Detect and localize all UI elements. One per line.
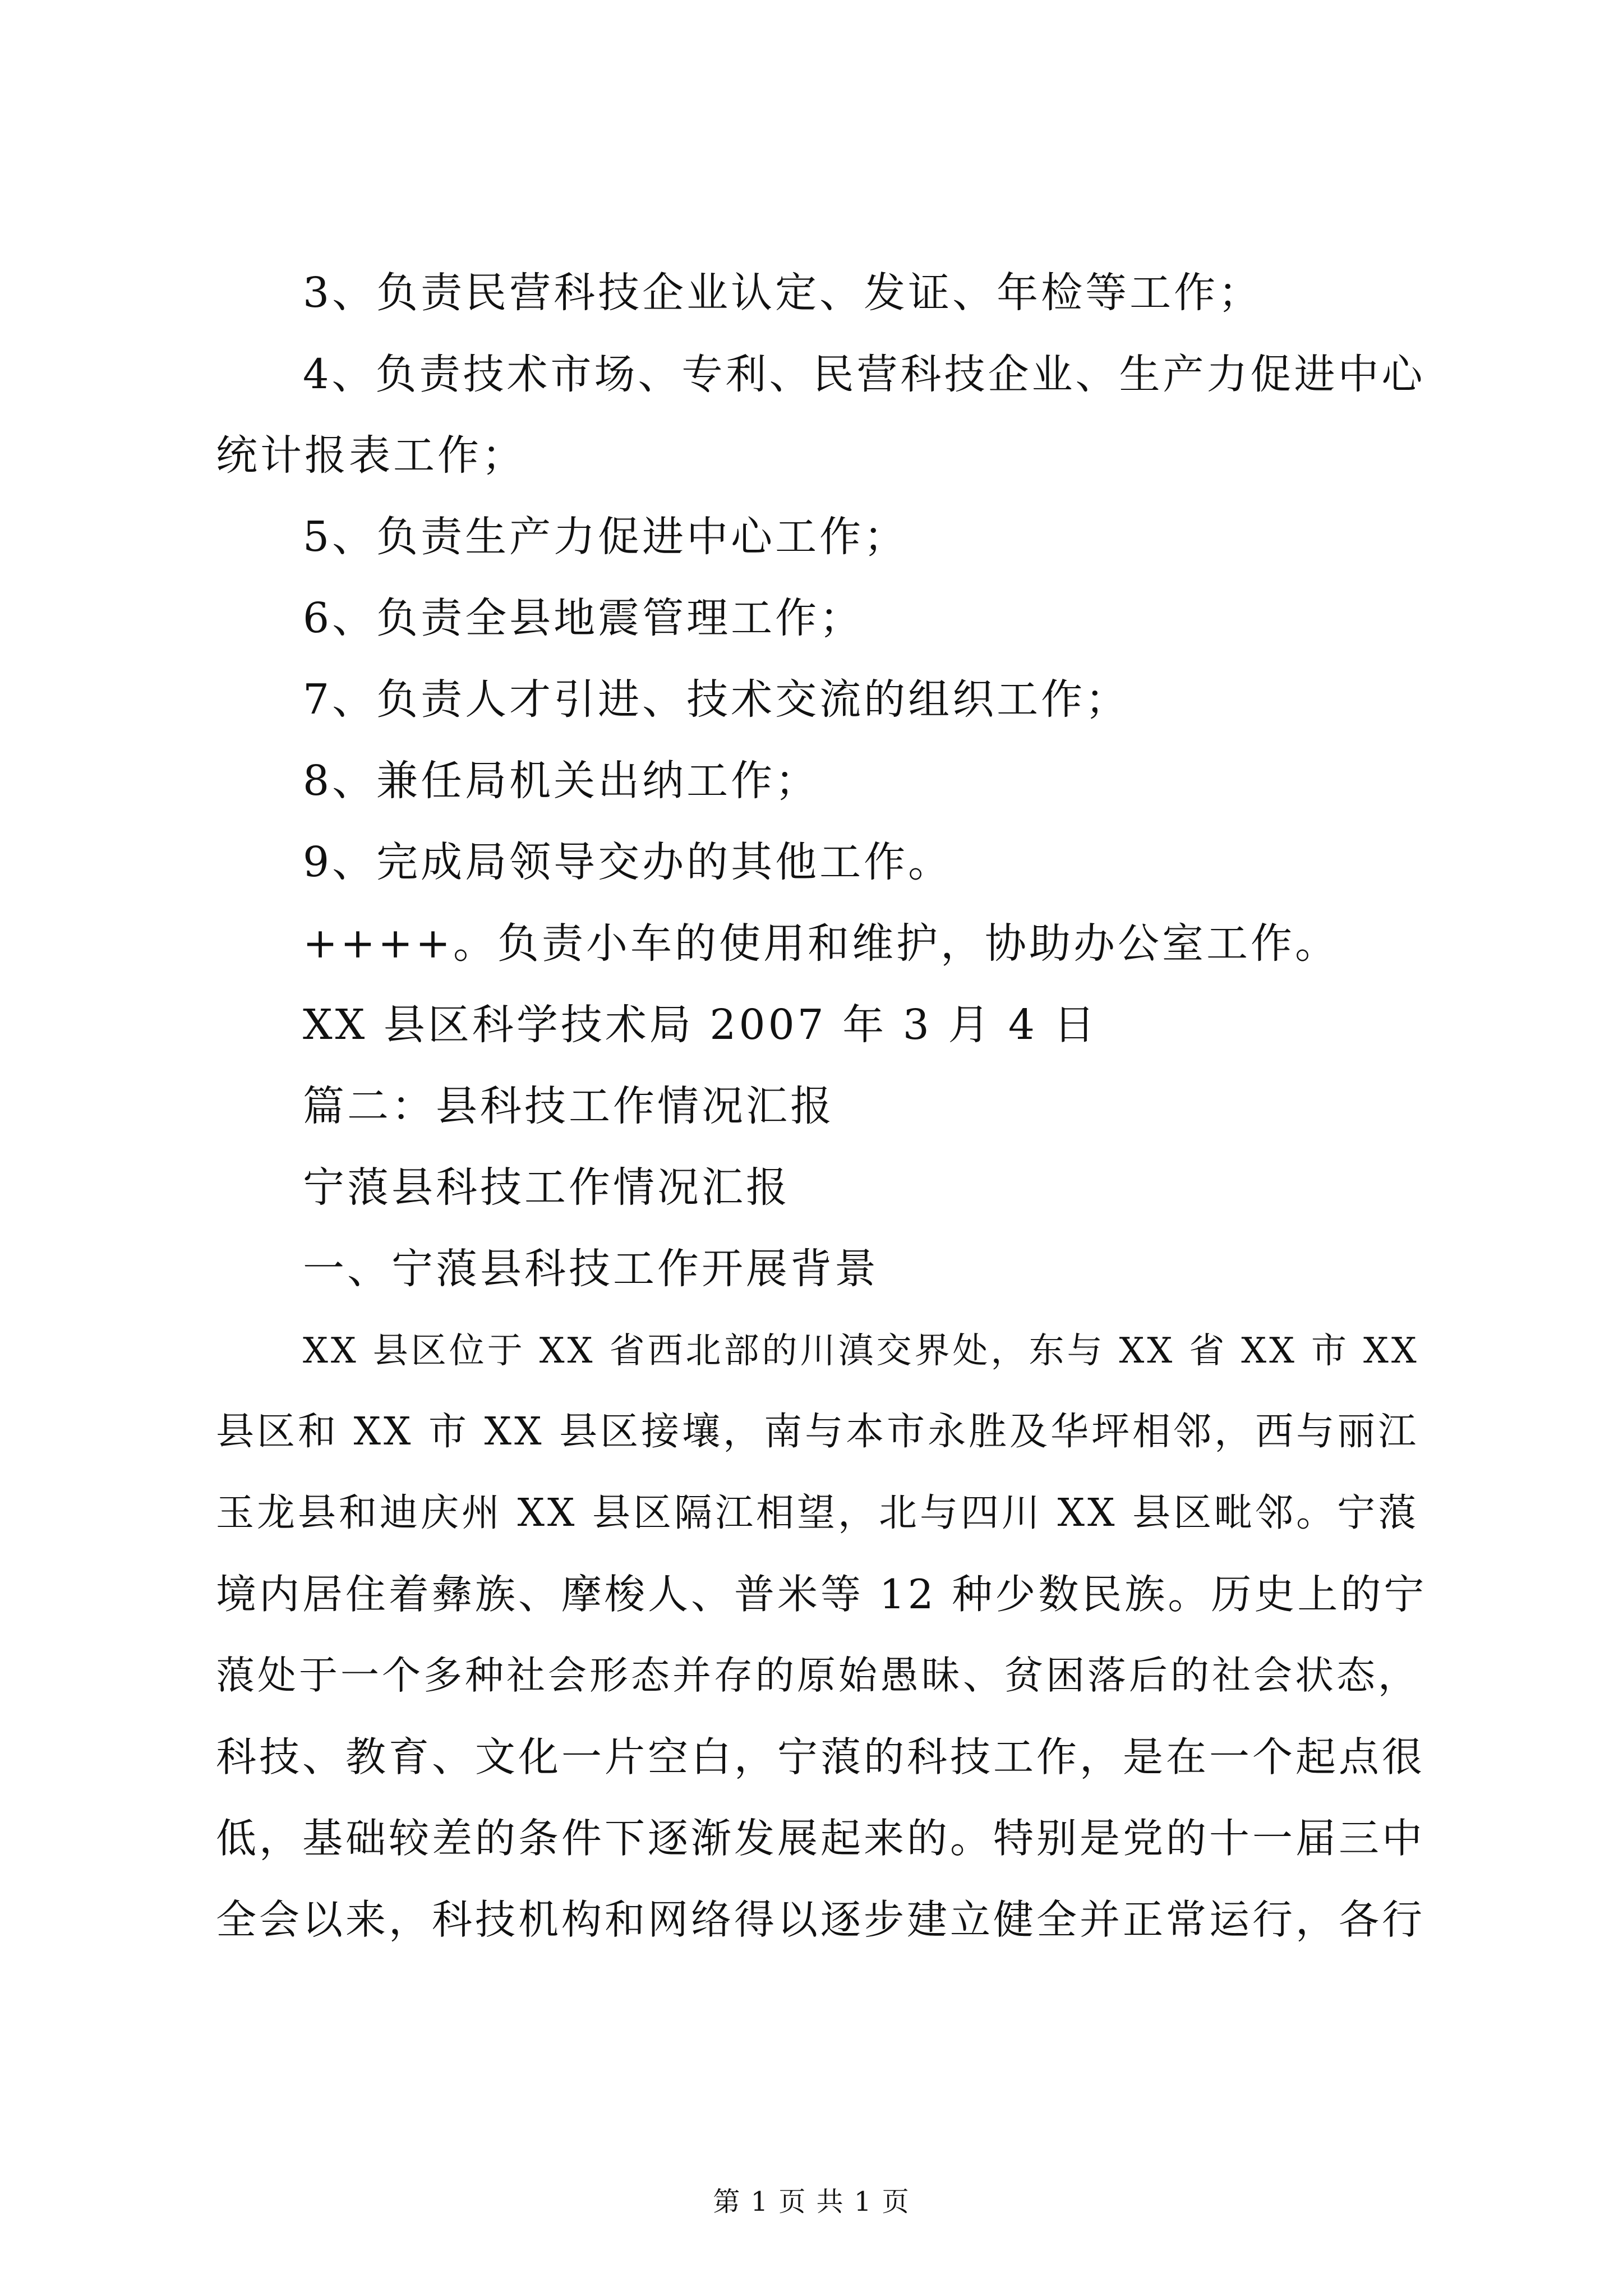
body-line-14: XX 县区位于 XX 省西北部的川滇交界处，东与 XX 省 XX 市 XX bbox=[303, 1330, 1419, 1371]
body-line-5: 6、负责全县地震管理工作； bbox=[303, 594, 864, 642]
body-line-19: 科技、教育、文化一片空白，宁蒗的科技工作，是在一个起点很 bbox=[216, 1733, 1426, 1780]
body-line-10: XX 县区科学技术局 2007 年 3 月 4 日 bbox=[303, 1001, 1098, 1049]
body-line-16: 玉龙县和迪庆州 XX 县区隔江相望，北与四川 XX 县区毗邻。宁蒗 bbox=[216, 1491, 1419, 1535]
body-line-2: 4、负责技术市场、专利、民营科技企业、生产力促进中心 bbox=[303, 351, 1426, 398]
subsection-heading: 一、宁蒗县科技工作开展背景 bbox=[303, 1245, 879, 1293]
body-line-17: 境内居住着彝族、摩梭人、普米等 12 种少数民族。历史上的宁 bbox=[216, 1571, 1427, 1618]
page-footer: 第 1 页 共 1 页 bbox=[713, 2186, 910, 2217]
report-title: 宁蒗县科技工作情况汇报 bbox=[303, 1163, 790, 1212]
body-line-1: 3、负责民营科技企业认定、发证、年检等工作； bbox=[303, 269, 1263, 317]
body-line-4: 5、负责生产力促进中心工作； bbox=[303, 513, 909, 561]
body-line-8: 9、完成局领导交办的其他工作。 bbox=[303, 838, 953, 886]
body-line-18: 蒗处于一个多种社会形态并存的原始愚昧、贫困落后的社会状态， bbox=[216, 1653, 1419, 1698]
body-line-21: 全会以来，科技机构和网络得以逐步建立健全并正常运行，各行 bbox=[216, 1896, 1426, 1943]
body-line-15: 县区和 XX 市 XX 县区接壤，南与本市永胜及华坪相邻，西与丽江 bbox=[216, 1410, 1419, 1454]
section-heading: 篇二：县科技工作情况汇报 bbox=[303, 1082, 834, 1130]
body-line-3: 统计报表工作； bbox=[216, 431, 526, 480]
body-line-6: 7、负责人才引进、技术交流的组织工作； bbox=[303, 675, 1130, 724]
document-body bbox=[216, 252, 1427, 1961]
body-line-20: 低，基础较差的条件下逐渐发展起来的。特别是党的十一届三中 bbox=[216, 1815, 1426, 1862]
body-line-7: 8、兼任局机关出纳工作； bbox=[303, 757, 820, 805]
body-line-9: ++++。负责小车的使用和维护，协助办公室工作。 bbox=[303, 919, 1340, 968]
